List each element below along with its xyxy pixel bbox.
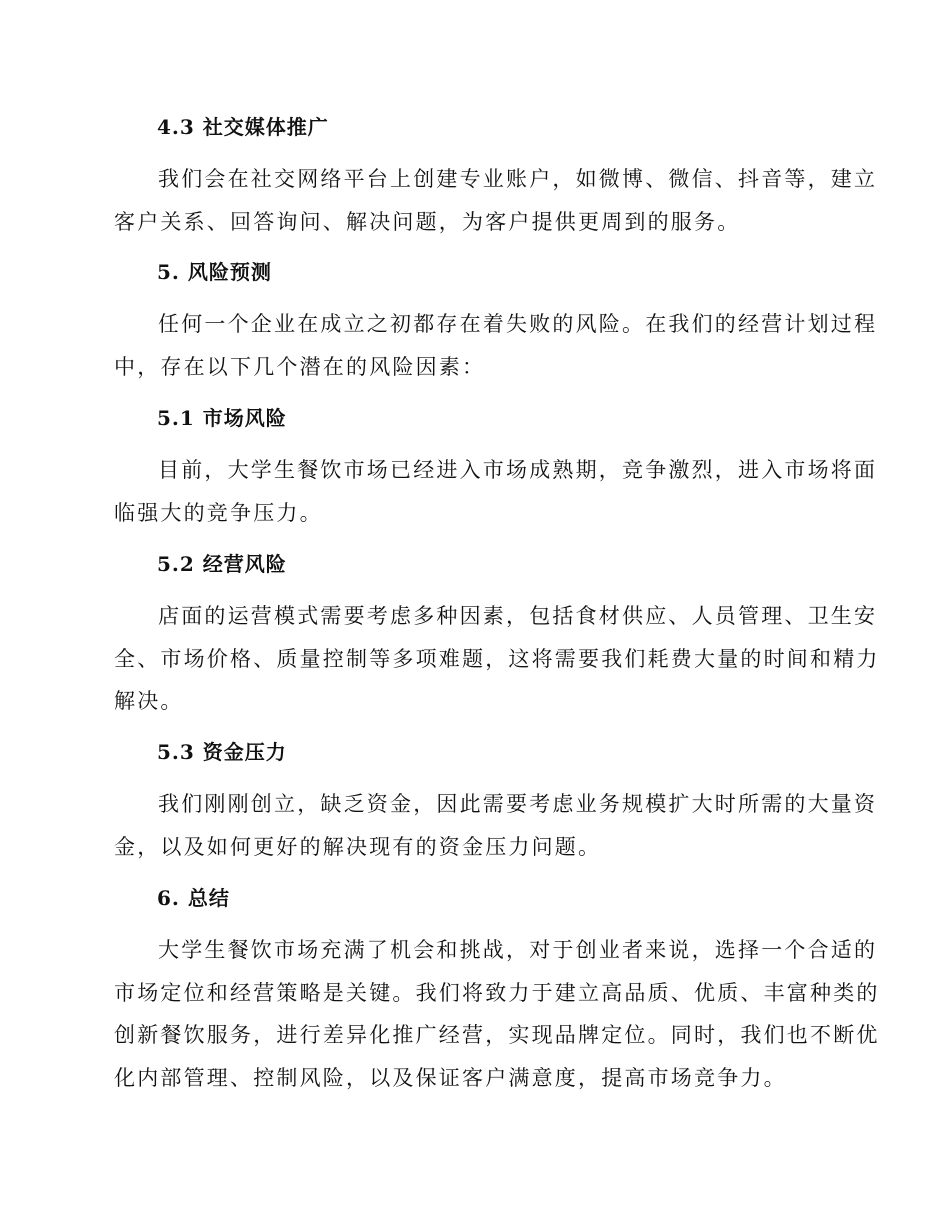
paragraph [114,783,878,868]
paragraph-line: 任何一个企业在成立之初都存在着失败的风险。在我们的经营计划过程 [158,312,878,336]
paragraph [114,449,878,534]
paragraph-line: 创新餐饮服务，进行差异化推广经营，实现品牌定位。同时，我们也不断优 [114,1023,880,1047]
section-heading: 4.3 社交媒体推广 [157,115,329,139]
paragraph-line: 解决。 [114,689,184,713]
section-heading: 5.1 市场风险 [157,406,287,430]
paragraph-line: 客户关系、回答询问、解决问题，为客户提供更周到的服务。 [114,209,741,234]
section-heading: 5. 风险预测 [157,260,272,284]
paragraph-line: 临强大的竞争压力。 [114,500,323,525]
paragraph-line: 化内部管理、控制风险，以及保证客户满意度，提高市场竞争力。 [114,1065,787,1090]
paragraph [114,303,878,388]
section-heading: 5.2 经营风险 [157,552,287,576]
paragraph-line: 市场定位和经营策略是关键。我们将致力于建立高品质、优质、丰富种类的 [114,980,880,1005]
paragraph-line: 金，以及如何更好的解决现有的资金压力问题。 [114,834,602,859]
paragraph [114,595,880,723]
paragraph-line: 全、市场价格、质量控制等多项难题，这将需要我们耗费大量的时间和精力 [114,646,880,671]
paragraph-line: 我们会在社交网络平台上创建专业账户，如微博、微信、抖音等，建立 [158,167,878,191]
paragraph [114,929,880,1099]
paragraph-line: 我们刚刚创立，缺乏资金，因此需要考虑业务规模扩大时所需的大量资 [158,792,878,816]
paragraph-line: 目前，大学生餐饮市场已经进入市场成熟期，竞争激烈，进入市场将面 [158,458,878,482]
paragraph-line: 大学生餐饮市场充满了机会和挑战，对于创业者来说，选择一个合适的 [158,938,878,962]
section-heading: 6. 总结 [157,886,230,910]
paragraph [114,158,878,243]
paragraph-line: 店面的运营模式需要考虑多种因素，包括食材供应、人员管理、卫生安 [158,604,878,628]
section-heading: 5.3 资金压力 [157,740,287,764]
paragraph-line: 中，存在以下几个潜在的风险因素： [114,354,486,379]
